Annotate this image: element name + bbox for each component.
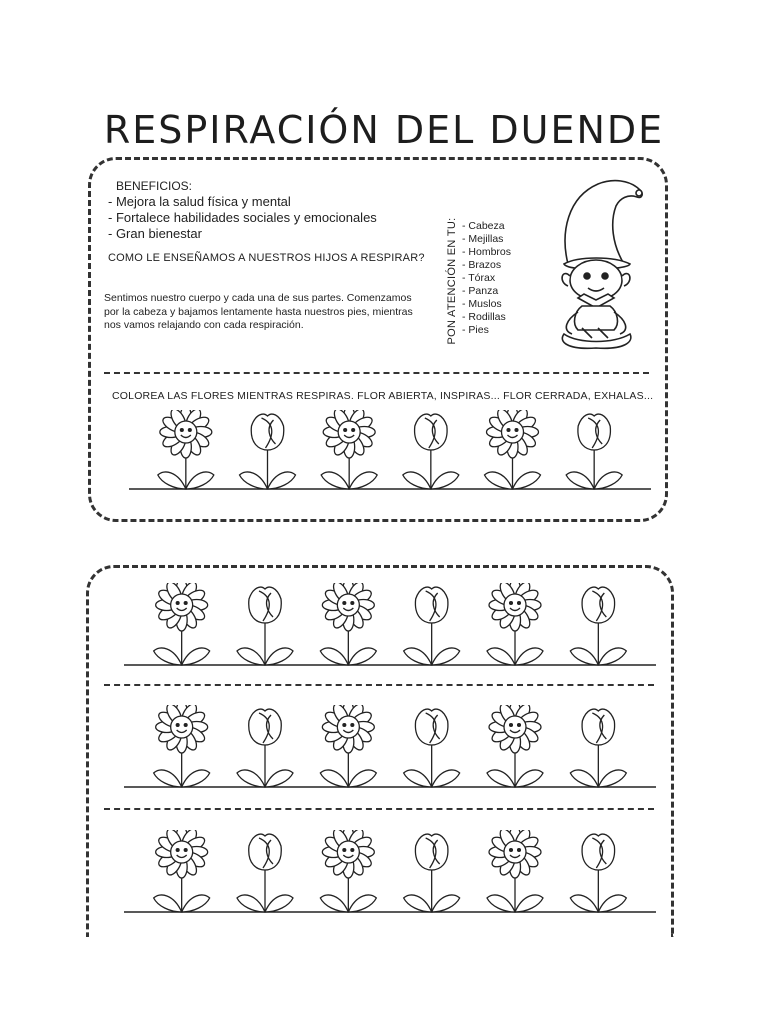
attention-label: PON ATENCIÓN EN TU: [446,217,458,345]
list-item: - Mejillas [462,233,504,245]
list-item: - Pies [462,324,489,336]
tulip-bud-icon [570,834,626,912]
benefits-heading: BENEFICIOS: [116,179,193,193]
elf-icon [538,172,658,352]
flower-row [125,410,655,495]
tulip-bud-icon [404,587,460,665]
daisy-smiling-icon [320,705,376,787]
daisy-smiling-icon [487,705,543,787]
benefit-item: - Mejora la salud física y mental [108,194,291,209]
tulip-bud-icon [570,587,626,665]
daisy-smiling-icon [158,410,214,489]
benefit-item: - Fortalece habilidades sociales y emocionales [108,210,377,225]
list-item: - Brazos [462,259,502,271]
divider [104,372,649,374]
list-item: - Cabeza [462,220,505,232]
divider [104,808,654,810]
daisy-smiling-icon [487,583,543,665]
flower-row [120,705,660,793]
daisy-smiling-icon [154,705,210,787]
tulip-bud-icon [403,414,459,489]
tulip-bud-icon [404,834,460,912]
divider [104,684,654,686]
tulip-bud-icon [566,414,622,489]
body-parts-list [462,220,511,337]
explanation-paragraph: Sentimos nuestro cuerpo y cada una de sus partes. Comenzamos por la cabeza y bajamos lentamente hasta nuestros pies, mientras nos vamos relajando con cada respiración. [104,292,413,331]
instruction-text: COLOREA LAS FLORES MIENTRAS RESPIRAS. FLOR ABIERTA, INSPIRAS... FLOR CERRADA, EXHALAS... [112,390,654,402]
list-item: - Rodillas [462,311,506,323]
list-item: - Muslos [462,298,502,310]
tulip-bud-icon [237,587,293,665]
daisy-smiling-icon [154,830,210,912]
tulip-bud-icon [237,834,293,912]
flower-row [120,583,660,671]
question-text: COMO LE ENSEÑAMOS A NUESTROS HIJOS A RESPIRAR? [108,252,425,264]
flower-row [120,830,660,918]
tulip-bud-icon [237,709,293,787]
benefits-block [108,178,377,242]
tulip-bud-icon [240,414,296,489]
benefit-item: - Gran bienestar [108,226,202,241]
list-item: - Hombros [462,246,512,258]
tulip-bud-icon [570,709,626,787]
list-item: - Panza [462,285,499,297]
daisy-smiling-icon [320,830,376,912]
daisy-smiling-icon [154,583,210,665]
daisy-smiling-icon [321,410,377,489]
page-title: RESPIRACIÓN DEL DUENDE [103,108,665,152]
daisy-smiling-icon [320,583,376,665]
list-item: - Tórax [462,272,496,284]
daisy-smiling-icon [485,410,541,489]
tulip-bud-icon [404,709,460,787]
daisy-smiling-icon [487,830,543,912]
